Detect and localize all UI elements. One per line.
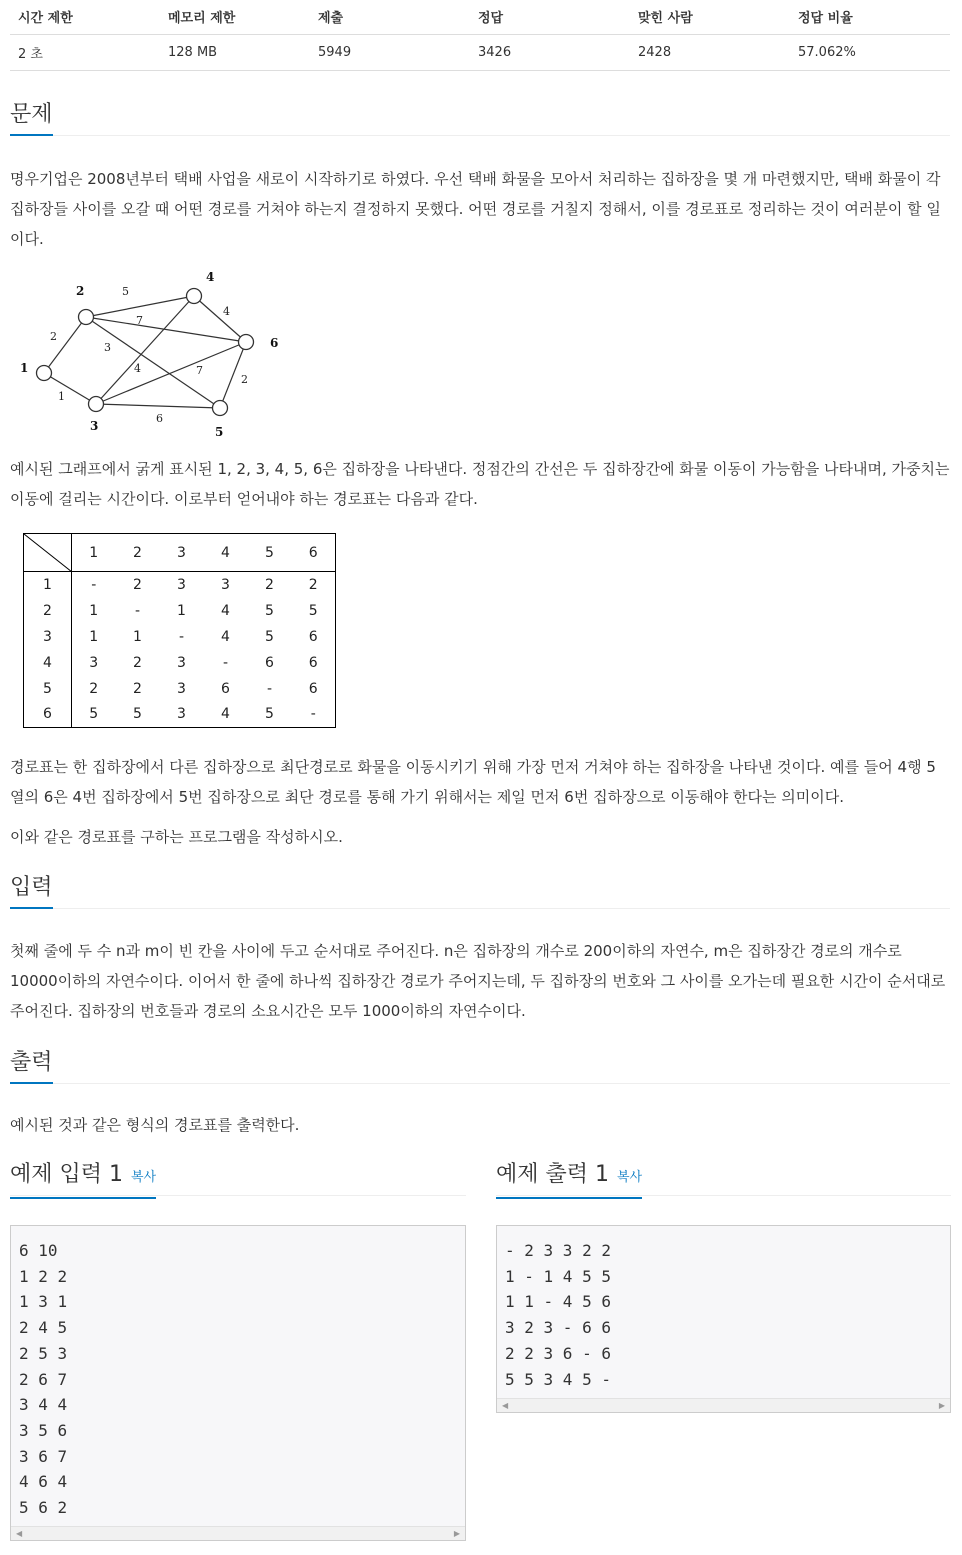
copy-sample-output-button[interactable]: 복사 bbox=[617, 1170, 643, 1185]
route-table-row bbox=[24, 676, 336, 702]
route-cell: - bbox=[266, 680, 273, 697]
problem-description-3: 경로표는 한 집하장에서 다른 집하장으로 최단경로로 화물을 이동시키기 위해 가장 먼저 거쳐야 하는 집하장을 나타낸 것이다. 예를 들어 4행 5열의 6은 4번 집하장에서 5번 집하장으로 최단 경로를 통해 가기 위해서는 제일 먼저 6번 집하장으로 이동해야 한다는 의미이다. bbox=[10, 758, 936, 806]
route-cell: 3 bbox=[221, 576, 230, 593]
sample-output-box[interactable] bbox=[496, 1225, 951, 1413]
sample-output-title-text: 예제 출력 1 bbox=[496, 1162, 609, 1187]
sample-output-title bbox=[496, 1160, 642, 1199]
sample-input-scrollbar[interactable] bbox=[11, 1526, 465, 1540]
graph-edge-3-5 bbox=[96, 404, 220, 408]
graph-edge-1-2 bbox=[44, 317, 86, 373]
route-cell: 3 bbox=[177, 680, 186, 697]
graph-weight-3-5: 6 bbox=[156, 412, 163, 425]
graph-node-2 bbox=[79, 310, 94, 325]
sample-input-title bbox=[10, 1160, 156, 1199]
input-section-header bbox=[10, 873, 950, 909]
route-cell: - bbox=[91, 576, 97, 593]
stats-header-time-limit: 시간 제한 bbox=[10, 0, 160, 34]
copy-sample-input-button[interactable]: 복사 bbox=[131, 1170, 157, 1185]
stats-header-accepted: 정답 bbox=[470, 0, 630, 34]
route-cell: 3 bbox=[177, 576, 186, 593]
route-cell: 5 bbox=[265, 602, 274, 619]
route-table-row bbox=[24, 650, 336, 676]
route-row-header: 4 bbox=[24, 650, 72, 676]
stats-accepted: 3426 bbox=[470, 34, 630, 70]
stats-memory-limit: 128 MB bbox=[160, 34, 310, 70]
stats-header-ratio: 정답 비율 bbox=[790, 0, 950, 34]
stats-solvers: 2428 bbox=[630, 34, 790, 70]
route-row-header: 2 bbox=[24, 598, 72, 624]
route-cell: - bbox=[134, 602, 141, 619]
graph-node-label-5: 5 bbox=[215, 425, 224, 439]
route-cell: 3 bbox=[177, 654, 186, 671]
route-cell: 1 bbox=[133, 628, 142, 645]
route-cell: 3 bbox=[89, 654, 99, 671]
graph-node-label-3: 3 bbox=[90, 419, 99, 433]
stats-header-solvers: 맞힌 사람 bbox=[630, 0, 790, 34]
route-col-3: 3 bbox=[160, 534, 204, 572]
route-cell: - bbox=[222, 654, 229, 671]
route-cell: 2 bbox=[308, 576, 318, 593]
route-cell: 3 bbox=[177, 706, 186, 723]
stats-submissions: 5949 bbox=[310, 34, 470, 70]
route-row-header: 6 bbox=[24, 702, 72, 728]
sample-output-scrollbar[interactable] bbox=[497, 1398, 950, 1412]
route-cell: 6 bbox=[308, 654, 318, 671]
route-cell: - bbox=[310, 706, 316, 723]
sample-input-box[interactable] bbox=[10, 1225, 466, 1541]
graph-edge-3-6 bbox=[96, 342, 246, 404]
sample-input-title-text: 예제 입력 1 bbox=[10, 1162, 123, 1187]
stats-value-row bbox=[10, 34, 950, 70]
problem-section-header bbox=[10, 100, 950, 136]
route-cell: 2 bbox=[133, 654, 142, 671]
route-table-corner bbox=[24, 534, 72, 572]
route-cell: 5 bbox=[308, 602, 318, 619]
graph-node-label-1: 1 bbox=[20, 361, 29, 375]
problem-description-2: 예시된 그래프에서 굵게 표시된 1, 2, 3, 4, 5, 6은 집하장을 나타낸다. 정점간의 간선은 두 집하장간에 화물 이동이 가능함을 나타내며, 가중치는 이동에 걸리는 시간이다. 이로부터 얻어내야 하는 경로표는 다음과 같다. bbox=[10, 460, 950, 508]
sample-input-header bbox=[10, 1160, 466, 1196]
graph-edge-2-5 bbox=[86, 317, 220, 408]
graph-node-4 bbox=[187, 289, 202, 304]
output-section-header bbox=[10, 1048, 950, 1084]
stats-ratio: 57.062% bbox=[790, 34, 950, 70]
route-row-header: 5 bbox=[24, 676, 72, 702]
route-cell: 2 bbox=[265, 576, 274, 593]
route-row-header: 3 bbox=[24, 624, 72, 650]
route-row-header: 1 bbox=[24, 572, 72, 598]
stats-header-memory-limit: 메모리 제한 bbox=[160, 0, 310, 34]
problem-description-1: 명우기업은 2008년부터 택배 사업을 새로이 시작하기로 하였다. 우선 택배 화물을 모아서 처리하는 집하장을 몇 개 마련했지만, 택배 화물이 각 집하장들 사이를 오갈 때 어떤 경로를 거쳐야 하는지 결정하지 못했다. 어떤 경로를 거칠지 정해서, 이를 경로표로 정리하는 것이 여러분이 할 일이다. bbox=[10, 170, 941, 248]
graph-node-3 bbox=[89, 397, 104, 412]
graph-weight-2-4: 5 bbox=[122, 285, 129, 298]
graph-weight-2-5: 3 bbox=[104, 341, 111, 354]
input-description: 첫째 줄에 두 수 n과 m이 빈 칸을 사이에 두고 순서대로 주어진다. n은 집하장의 개수로 200이하의 자연수, m은 집하장간 경로의 개수로 10000이하의 자연수이다. 이어서 한 줄에 하나씩 집하장간 경로가 주어지는데, 두 집하장의 번호와 그 사이를 오가는데 필요한 시간이 순서대로 주어진다. 집하장의 번호들과 경로의 소요시간은 모두 1000이하의 자연수이다. bbox=[10, 942, 946, 1020]
scroll-left-icon[interactable]: ◀ bbox=[502, 1401, 509, 1410]
graph-weight-1-2: 2 bbox=[50, 330, 57, 343]
graph-weight-3-6: 7 bbox=[196, 364, 203, 377]
graph-node-5 bbox=[213, 401, 228, 416]
route-cell: 2 bbox=[133, 680, 142, 697]
route-cell: 2 bbox=[89, 680, 99, 697]
stats-header-submissions: 제출 bbox=[310, 0, 470, 34]
route-cell: 6 bbox=[221, 680, 230, 697]
route-cell: 4 bbox=[221, 628, 230, 645]
graph-node-1 bbox=[37, 366, 52, 381]
route-col-6: 6 bbox=[292, 534, 336, 572]
route-table-row bbox=[24, 572, 336, 598]
route-cell: 6 bbox=[308, 680, 318, 697]
scroll-right-icon[interactable]: ▶ bbox=[938, 1401, 945, 1410]
problem-description-4: 이와 같은 경로표를 구하는 프로그램을 작성하시오. bbox=[10, 828, 343, 846]
route-cell: 5 bbox=[265, 706, 274, 723]
graph-weight-2-6: 7 bbox=[136, 314, 143, 327]
graph-node-label-6: 6 bbox=[270, 336, 279, 350]
route-table-header-row bbox=[24, 534, 336, 572]
route-table bbox=[23, 533, 336, 728]
graph-node-6 bbox=[239, 335, 254, 350]
output-description: 예시된 것과 같은 형식의 경로표를 출력한다. bbox=[10, 1116, 300, 1134]
warehouse-graph-figure bbox=[10, 262, 300, 442]
scroll-left-icon[interactable]: ◀ bbox=[16, 1529, 23, 1538]
graph-node-label-2: 2 bbox=[76, 284, 85, 298]
route-cell: 5 bbox=[133, 706, 142, 723]
sample-output-code: - 2 3 3 2 2 1 - 1 4 5 5 1 1 - 4 5 6 3 2 3 - 6 6 2 2 3 6 - 6 5 5 3 4 5 - bbox=[505, 1241, 611, 1389]
graph-edge-1-3 bbox=[44, 373, 96, 404]
route-cell: 5 bbox=[265, 628, 274, 645]
route-cell: 6 bbox=[265, 654, 274, 671]
graph-weight-5-6: 2 bbox=[241, 373, 248, 386]
route-col-5: 5 bbox=[248, 534, 292, 572]
graph-node-label-4: 4 bbox=[206, 270, 215, 284]
route-cell: 4 bbox=[221, 602, 230, 619]
graph-weight-3-4: 4 bbox=[134, 362, 141, 375]
stats-time-limit: 2 초 bbox=[10, 34, 160, 70]
route-cell: 1 bbox=[89, 628, 99, 645]
route-cell: 5 bbox=[89, 706, 99, 723]
corner-diagonal bbox=[24, 534, 72, 572]
route-col-1: 1 bbox=[72, 534, 116, 572]
route-cell: 1 bbox=[177, 602, 186, 619]
route-table-row bbox=[24, 598, 336, 624]
sample-output-header bbox=[496, 1160, 951, 1196]
sample-input-code: 6 10 1 2 2 1 3 1 2 4 5 2 5 3 2 6 7 3 4 4 3 5 6 3 6 7 4 6 4 5 6 2 bbox=[19, 1241, 68, 1518]
input-heading: 입력 bbox=[10, 873, 53, 909]
route-table-row bbox=[24, 702, 336, 728]
graph-weight-1-3: 1 bbox=[58, 390, 65, 403]
output-heading: 출력 bbox=[10, 1048, 53, 1084]
route-col-4: 4 bbox=[204, 534, 248, 572]
problem-stats-table bbox=[10, 0, 950, 71]
route-cell: 2 bbox=[133, 576, 142, 593]
route-cell: 4 bbox=[221, 706, 230, 723]
route-cell: 6 bbox=[308, 628, 318, 645]
stats-header-row bbox=[10, 0, 950, 34]
route-table-row bbox=[24, 624, 336, 650]
problem-heading: 문제 bbox=[10, 100, 53, 136]
route-cell: 1 bbox=[89, 602, 99, 619]
route-cell: - bbox=[178, 628, 185, 645]
scroll-right-icon[interactable]: ▶ bbox=[453, 1529, 460, 1538]
route-col-2: 2 bbox=[116, 534, 160, 572]
graph-weight-4-6: 4 bbox=[223, 305, 230, 318]
